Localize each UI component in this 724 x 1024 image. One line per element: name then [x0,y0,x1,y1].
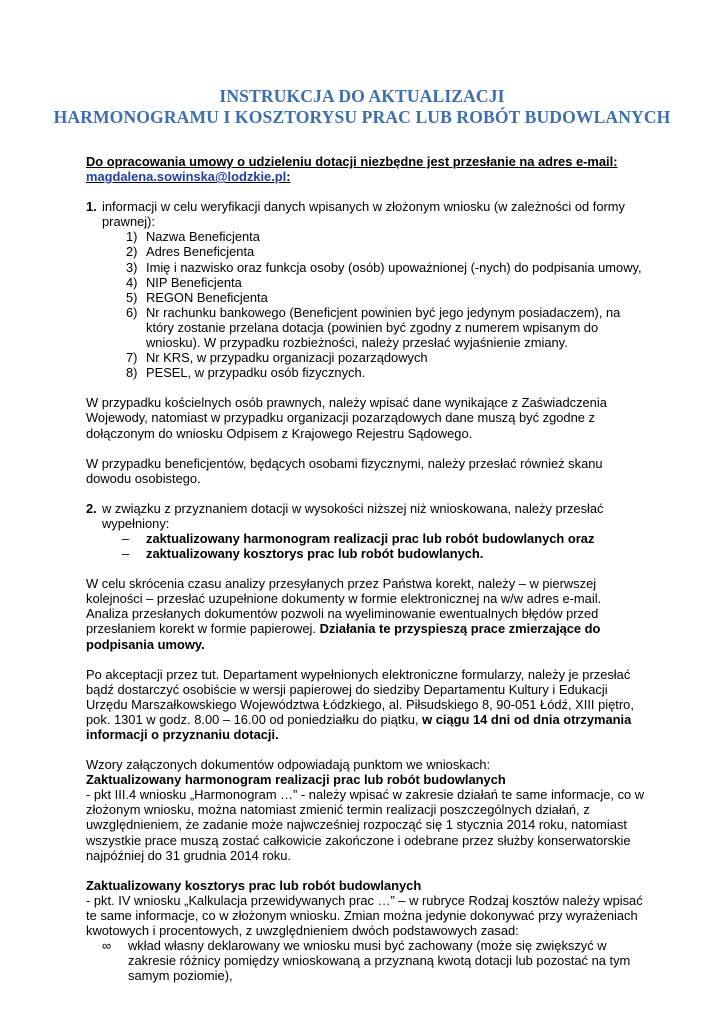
title-line-2: HARMONOGRAMU I KOSZTORYSU PRAC LUB ROBÓT BUDOWLANYCH [53,107,671,127]
list-item [102,938,646,983]
document-title [0,86,724,128]
list-item [126,350,646,365]
list-item-number: 7) [126,350,138,366]
list-item-number: 8) [126,365,138,381]
paragraph-fizyczne: W przypadku beneficjentów, będących osobami fizycznymi, należy przesłać również skanu dowodu osobistego. [86,455,603,486]
list-item [126,229,646,244]
harmonogram-text: - pkt III.4 wniosku „Harmonogram …” - należy wpisać w zakresie działań te same informacje, co w złożonym wniosku, można natomiast zmienić termin realizacji poszczególnych działań, z uwzględnieniem, że zadanie może najwcześniej rozpocząć się 1 stycznia 2014 roku, natomiast wszystkie prace muszą zostać całkowicie zakończone i odebrane przez służby konserwatorskie najpóźniej do 31 grudnia 2014 roku. [86,787,645,863]
list-item-number: 2) [126,244,138,260]
list-item-number: 1) [126,229,138,245]
title-line-1: INSTRUKCJA DO AKTUALIZACJI [219,86,505,106]
list-item-text: Imię i nazwisko oraz funkcja osoby (osób) upoważnionej (-nych) do podpisania umowy, [146,259,642,275]
list-item [122,531,646,546]
paragraph-bold-text: Działania te przyspieszą prace zmierzające do podpisania umowy. [86,621,601,652]
list-item-text: Adres Beneficjenta [146,244,255,260]
list-item-text: Nr rachunku bankowego (Beneficjent powinien być jego jedynym posiadaczem), na który zostanie przelana dotacja (powinien być zgodny z numerem wpisanym do wniosku). W przypadku rozbieżności, należy przesłać wyjaśnienie zmiany. [146,304,621,351]
harmonogram-heading: Zaktualizowany harmonogram realizacji prac lub robót budowlanych [86,772,506,788]
paragraph-akceptacja [86,667,646,742]
list-item [126,244,646,259]
list-item [126,365,646,380]
section-2-list [102,531,646,561]
kosztorys-heading: Zaktualizowany kosztorys prac lub robót budowlanych [86,877,422,893]
section-1-list [102,229,646,380]
intro-text: Do opracowania umowy o udzieleniu dotacji niezbędne jest przesłanie na adres e-mail: [86,154,618,169]
paragraph-bold-text: w ciągu 14 dni od dnia otrzymania informacji o przyznaniu dotacji. [86,711,632,742]
paragraph-text: W celu skrócenia czasu analizy przesyłanych przez Państwa korekt, należy – w pierwszej kolejności – przesłać uzupełnione dokumenty w formie elektronicznej na w/w adres e-mail. Analiza przesłanych dokumentów pozwoli na wyeliminowanie ewentualnych błędów przed przesłaniem korekt w formie papierowej. [86,576,602,637]
list-item-number: 6) [126,304,138,320]
kosztorys-list [86,938,646,983]
list-item [126,290,646,305]
dash-marker: – [122,546,130,562]
list-item-text: zaktualizowany kosztorys prac lub robót budowlanych. [146,546,484,562]
list-item [122,546,646,561]
section-2 [86,501,646,561]
document-body [86,154,646,983]
list-item [126,275,646,290]
list-item-number: 3) [126,259,138,275]
list-item-text: wkład własny deklarowany we wniosku musi być zachowany (może się zwiększyć w zakresie różnicy pomiędzy wnioskowaną a przyznaną kwotą dotacji lub pozostać na tym samym poziomie), [128,938,631,984]
paragraph-koscielne: W przypadku kościelnych osób prawnych, należy wpisać dane wynikające z Zaświadczenia Wojewody, natomiast w przypadku organizacji pozarządowych dane muszą być zgodne z dołączonym do wniosku Odpisem z Krajowego Rejestru Sądowego. [86,395,607,441]
paragraph-skrocenie [86,576,646,651]
list-item-text: PESEL, w przypadku osób fizycznych. [146,365,366,381]
list-item-text: Nr KRS, w przypadku organizacji pozarządowych [146,350,428,366]
list-item-number: 5) [126,289,138,305]
section-1-number: 1. [86,199,97,215]
email-link[interactable]: magdalena.sowinska@lodzkie.pl [86,169,287,185]
list-item-text: Nazwa Beneficjenta [146,229,260,245]
section-2-text: w związku z przyznaniem dotacji w wysokości niższej niż wnioskowana, należy przesłać wypełniony: [102,500,604,531]
intro-paragraph [86,154,646,184]
list-item-text: zaktualizowany harmonogram realizacji prac lub robót budowlanych oraz [146,530,595,546]
section-1-text: informacji w celu weryfikacji danych wpisanych w złożonym wniosku (w zależności od formy prawnej): [102,199,625,230]
infinity-bullet-icon: ∞ [102,938,112,954]
intro-colon: : [286,169,291,185]
kosztorys-text: - pkt. IV wniosku „Kalkulacja przewidywanych prac …” – w rubryce Rodzaj kosztów należy wpisać te same informacje, co w złożonym wniosku. Zmian można jedynie dokonywać przy wyrażeniach kwotowych i procentowych, z uwzględnieniem dwóch podstawowych zasad: [86,892,643,939]
list-item-text: NIP Beneficjenta [146,274,242,290]
paragraph-text: Po akceptacji przez tut. Departament wypełnionych elektroniczne formularzy, należy je przesłać bądź dostarczyć osobiście w wersji papierowej do siedziby Departamentu Kultury i Edukacji Urzędu Marszałkowskiego Województwa Łódzkiego, al. Piłsudskiego 8, 90-051 Łódź, XIII piętro, pok. 1301 w godz. 8.00 – 16.00 od poniedziałku do piątku, [86,666,634,727]
list-item-number: 4) [126,274,138,290]
dash-marker: – [122,530,130,546]
section-2-number: 2. [86,500,97,516]
section-1 [86,199,646,380]
list-item [126,260,646,275]
wzory-intro: Wzory załączonych dokumentów odpowiadają punktom we wnioskach: [86,757,491,773]
list-item [126,305,646,350]
list-item-text: REGON Beneficjenta [146,289,268,305]
